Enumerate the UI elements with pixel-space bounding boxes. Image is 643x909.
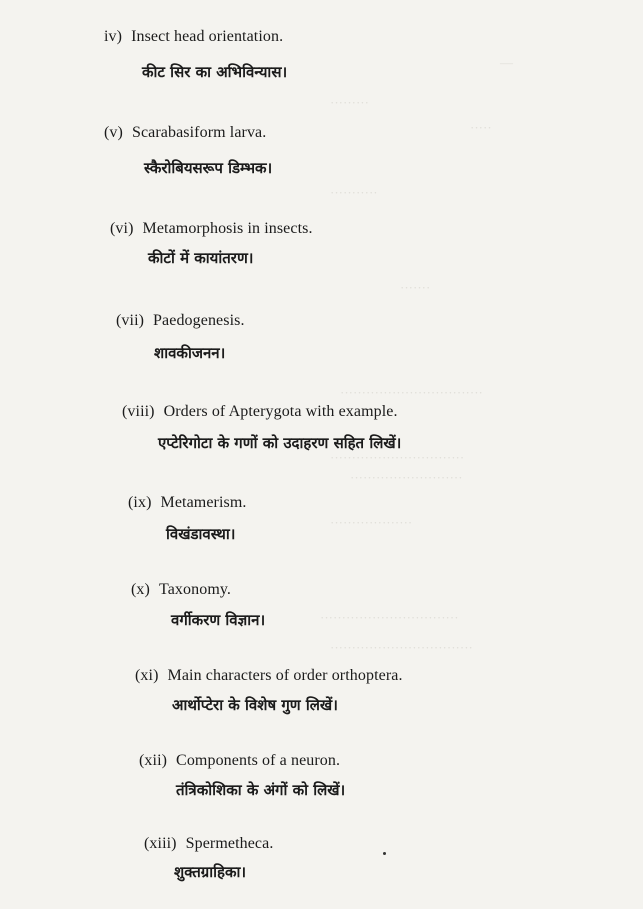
- question-text-hindi: कीटों में कायांतरण।: [148, 249, 254, 267]
- question-text-hindi: कीट सिर का अभिविन्यास।: [142, 63, 288, 81]
- question-vii: [116, 312, 546, 372]
- question-number: (xiii): [144, 835, 177, 852]
- question-vi: [110, 220, 540, 280]
- question-text-english: Components of a neuron.: [176, 752, 341, 769]
- question-text-english: Metamerism.: [160, 494, 247, 511]
- question-text-english: Paedogenesis.: [153, 312, 245, 329]
- question-number: iv): [104, 28, 123, 45]
- question-text-hindi: आर्थोप्टेरा के विशेष गुण लिखें।: [172, 696, 338, 714]
- ink-speck: [383, 852, 386, 855]
- question-x: [131, 581, 561, 641]
- question-xi: [135, 667, 615, 727]
- question-text-english: Insect head orientation.: [131, 28, 284, 45]
- question-text-hindi: एप्टेरिगोटा के गणों को उदाहरण सहित लिखें।: [158, 434, 402, 452]
- question-number: (x): [131, 581, 150, 598]
- question-number: (vi): [110, 220, 134, 237]
- question-xiii: [144, 835, 574, 895]
- question-text-hindi: स्कैरोबियसरूप डिम्भक।: [144, 159, 273, 177]
- question-number: (ix): [128, 494, 152, 511]
- question-number: (xii): [139, 752, 168, 769]
- bleed-through-text: — ········· ····· ··········· ······· ································· ······························· ·························· ··················· ································ ·································: [320, 55, 513, 655]
- question-xii: [139, 752, 569, 812]
- question-number: (viii): [122, 403, 155, 420]
- question-text-hindi: शावकीजनन।: [154, 344, 226, 362]
- question-text-english: Taxonomy.: [158, 581, 232, 598]
- question-iv: [104, 28, 534, 88]
- question-number: (v): [104, 124, 123, 141]
- question-text-english: Spermetheca.: [185, 835, 274, 852]
- question-text-english: Scarabasiform larva.: [131, 124, 267, 141]
- question-text-hindi: विखंडावस्था।: [166, 525, 236, 543]
- question-number: (xi): [135, 667, 159, 684]
- question-number: (vii): [116, 312, 145, 329]
- question-text-hindi: तंत्रिकोशिका के अंगों को लिखें।: [176, 781, 346, 799]
- question-text-english: Main characters of order orthoptera.: [167, 667, 403, 684]
- question-text-hindi: वर्गीकरण विज्ञान।: [171, 611, 266, 629]
- question-text-english: Orders of Apterygota with example.: [163, 403, 398, 420]
- question-text-hindi: शुक्तग्राहिका।: [174, 863, 247, 881]
- question-viii: [122, 403, 602, 463]
- question-ix: [128, 494, 558, 554]
- question-v: [104, 124, 534, 184]
- question-text-english: Metamorphosis in insects.: [142, 220, 313, 237]
